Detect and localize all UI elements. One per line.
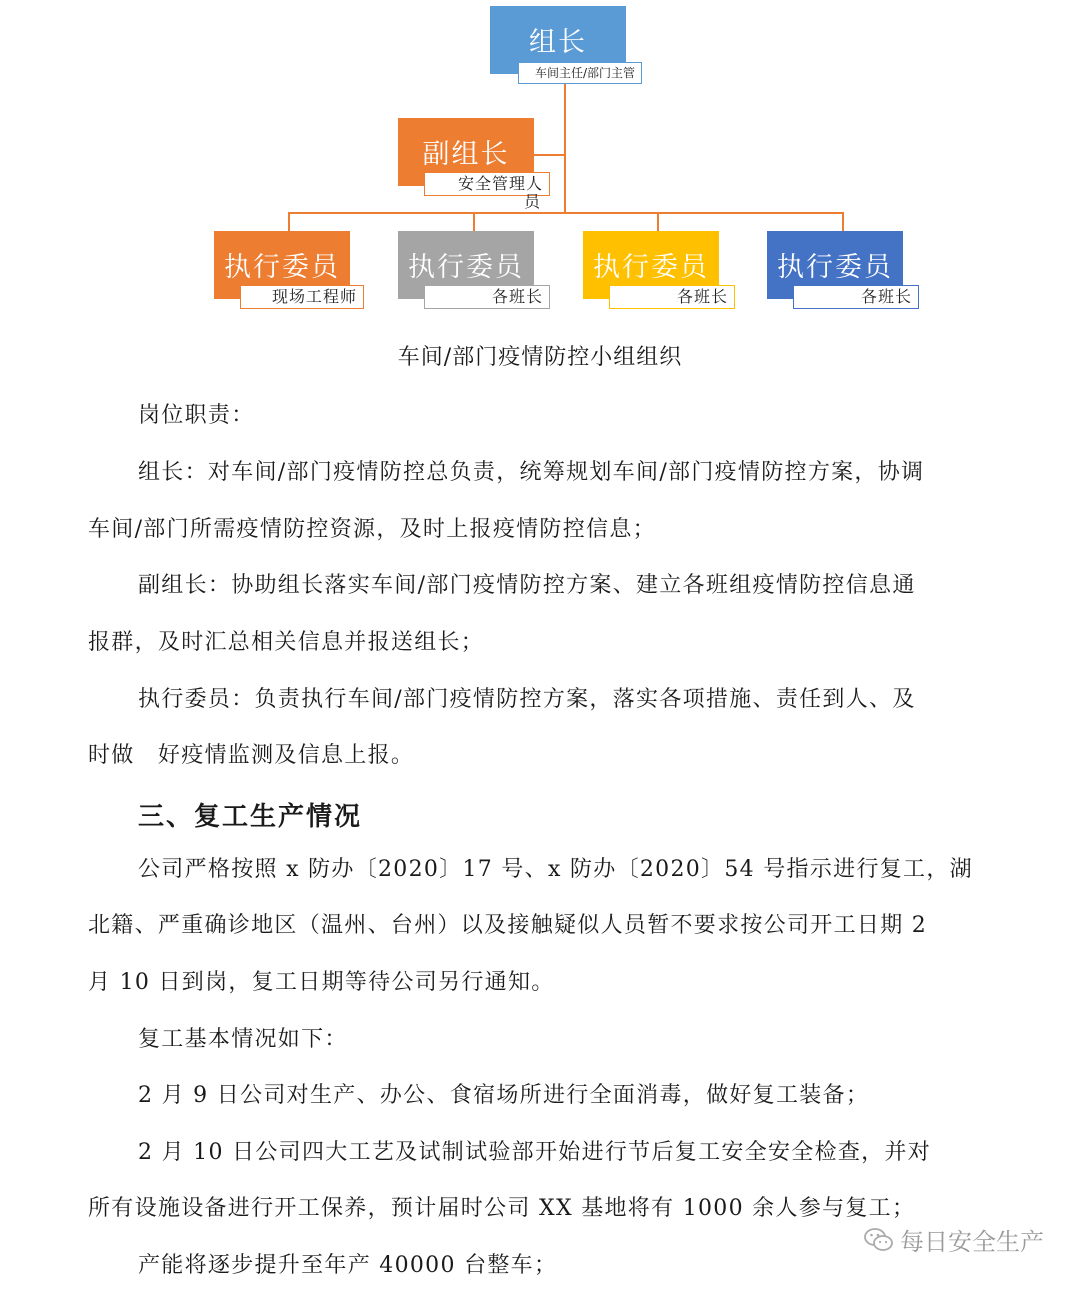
deputy-title: 副组长 [422, 139, 510, 170]
member-title-2: 执行委员 [408, 252, 524, 283]
connector-trunk [564, 84, 566, 214]
member-role-2: 各班长 [424, 285, 550, 309]
org-chart-caption: 车间/部门疫情防控小组组织 [397, 345, 683, 370]
duty-member-line1: 执行委员：负责执行车间/部门疫情防控方案，落实各项措施、责任到人、及 [138, 687, 916, 712]
s3-p1-line3: 月 10 日到岗，复工日期等待公司另行通知。 [88, 970, 555, 995]
s3-p3: 2 月 9 日公司对生产、办公、食宿场所进行全面消毒，做好复工装备； [138, 1083, 870, 1108]
duty-deputy-line2: 报群，及时汇总相关信息并报送组长； [88, 630, 485, 655]
duty-member-line2: 时做 好疫情监测及信息上报。 [88, 743, 415, 768]
duty-deputy-line1: 副组长：协助组长落实车间/部门疫情防控方案、建立各班组疫情防控信息通 [138, 573, 916, 598]
section-3-title: 三、复工生产情况 [138, 802, 363, 832]
s3-p4-line1: 2 月 10 日公司四大工艺及试制试验部开始进行节后复工安全安全检查，并对 [138, 1140, 932, 1165]
watermark [864, 1222, 1044, 1257]
leader-role: 车间主任/部门主管 [518, 62, 642, 84]
deputy-role [424, 172, 550, 211]
connector-deputy [534, 154, 565, 156]
duty-heading: 岗位职责： [138, 403, 255, 428]
s3-p5: 产能将逐步提升至年产 40000 台整车； [138, 1253, 558, 1278]
member-title-4: 执行委员 [777, 252, 893, 283]
org-chart [0, 0, 1080, 320]
connector-drop-1 [288, 212, 290, 232]
member-role-1: 现场工程师 [240, 285, 364, 309]
connector-drop-4 [842, 212, 844, 232]
member-role-3: 各班长 [609, 285, 735, 309]
watermark-text: 每日安全生产 [900, 1228, 1044, 1256]
duty-leader-line2: 车间/部门所需疫情防控资源，及时上报疫情防控信息； [88, 517, 656, 542]
wechat-icon [864, 1227, 894, 1253]
s3-p2: 复工基本情况如下： [138, 1027, 348, 1052]
connector-drop-2 [473, 212, 475, 232]
duty-leader-line1: 组长：对车间/部门疫情防控总负责，统筹规划车间/部门疫情防控方案，协调 [138, 460, 925, 485]
connector-horizontal [288, 212, 844, 214]
s3-p1-line1: 公司严格按照 x 防办〔2020〕17 号、x 防办〔2020〕54 号指示进行复工，湖 [138, 857, 973, 882]
deputy-role-line1: 安全管理人 [457, 174, 543, 193]
leader-title: 组长 [529, 27, 587, 58]
member-role-4: 各班长 [793, 285, 919, 309]
s3-p1-line2: 北籍、严重确诊地区（温州、台州）以及接触疑似人员暂不要求按公司开工日期 2 [88, 913, 928, 938]
deputy-role-line2: 员 [523, 192, 541, 211]
s3-p4-line2: 所有设施设备进行开工保养，预计届时公司 XX 基地将有 1000 余人参与复工； [88, 1196, 916, 1221]
member-title-1: 执行委员 [224, 252, 340, 283]
connector-drop-3 [657, 212, 659, 232]
member-title-3: 执行委员 [593, 252, 709, 283]
